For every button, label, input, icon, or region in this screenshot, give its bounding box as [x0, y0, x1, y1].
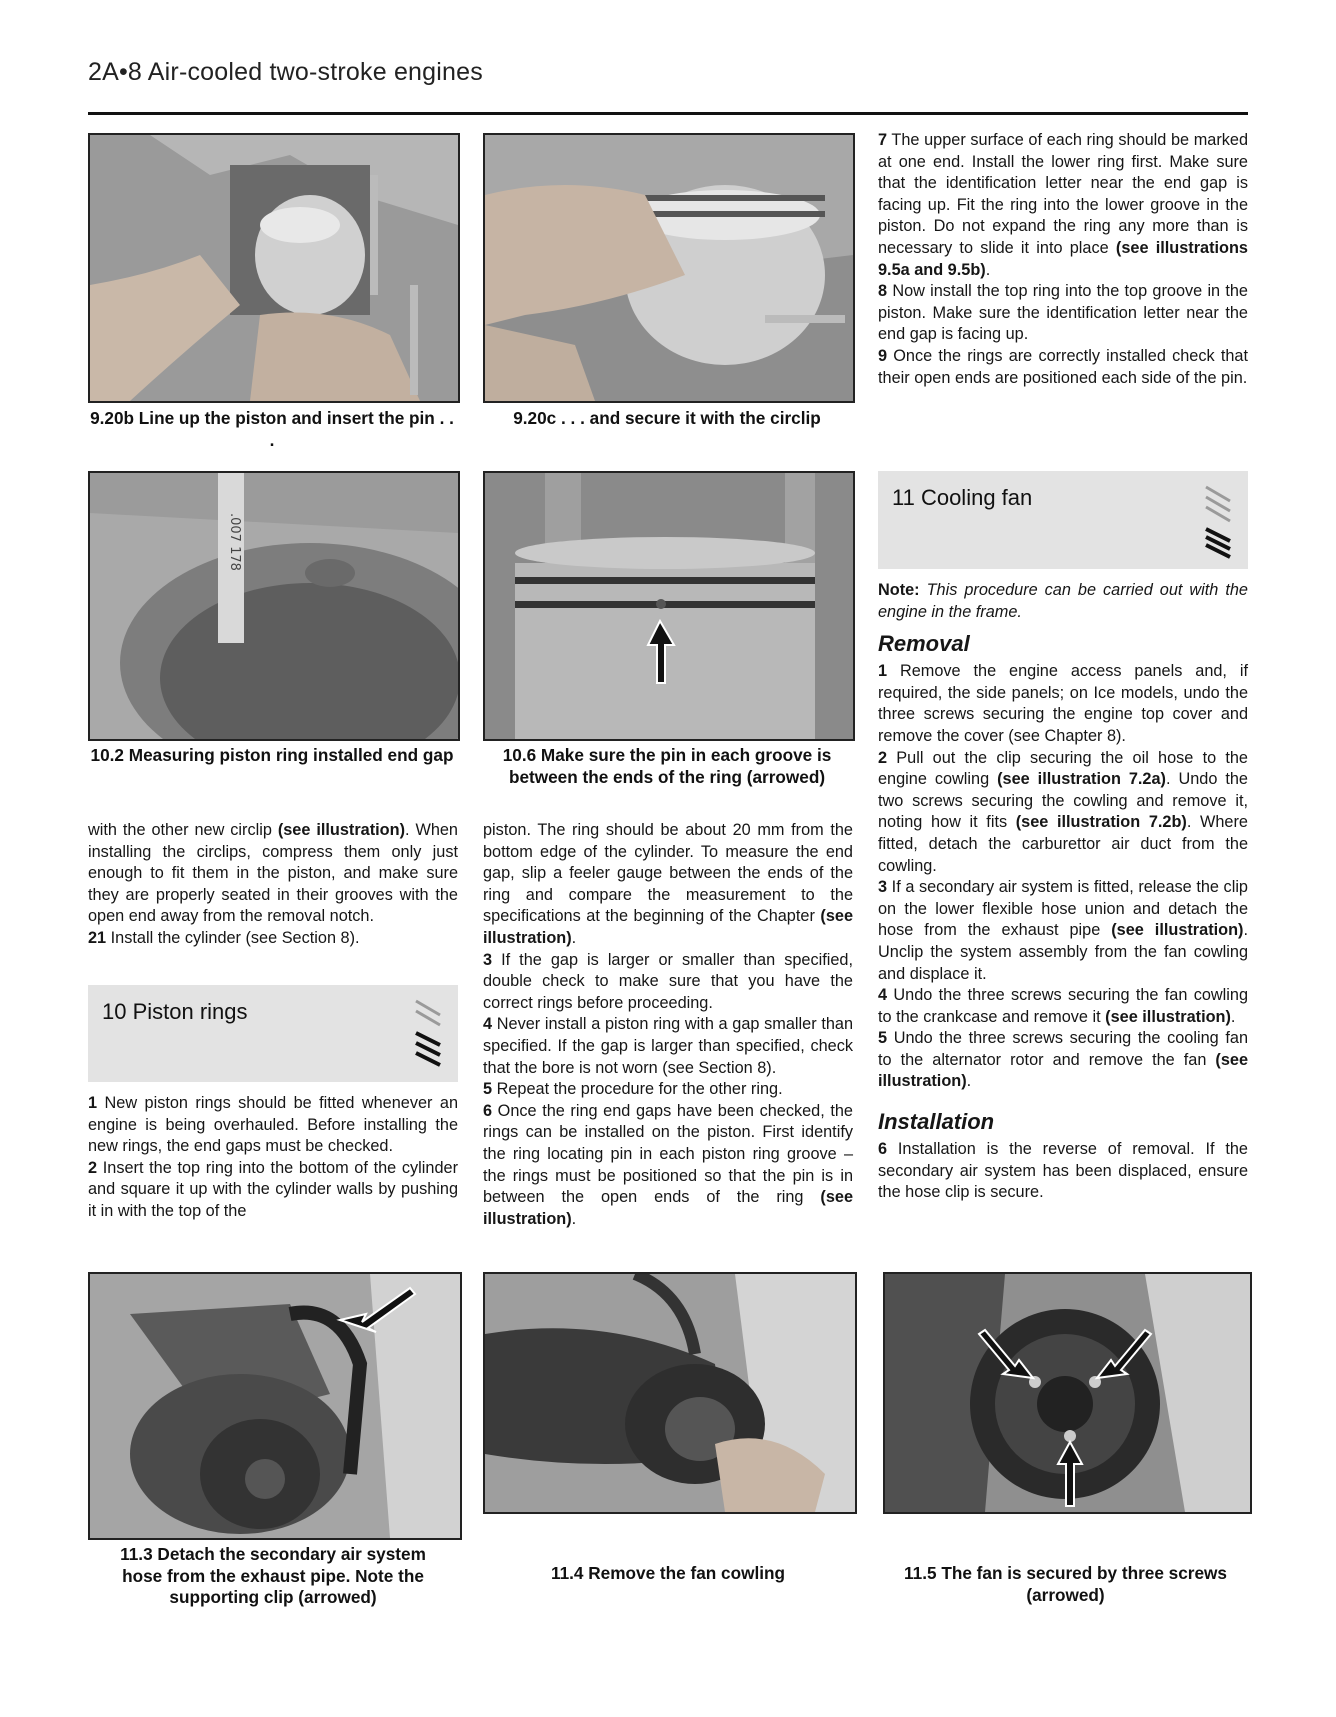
figure-11-4-caption: 11.4 Remove the fan cowling [550, 1563, 785, 1583]
cross-reference: (see illustrations 9.5a and 9.5b) [878, 238, 1248, 279]
section-title: 11 Cooling fan [892, 485, 1033, 510]
paragraph: 2 Pull out the clip securing the oil hose to the engine cowling (see illustration 7.2a). Undo the two screws securing the cowling and remove it, noting how it fits (see illustration 7.2b). Where fitted, detach the carburettor air duct from the cowling. [878, 748, 1248, 875]
figure-9-20c-photo [483, 133, 855, 403]
paragraph: 3 If the gap is larger or smaller than specified, double check to make sure that you have the correct rings before proceeding. [483, 950, 853, 1012]
header-rule [88, 112, 1248, 115]
note: Note: This procedure can be carried out with the engine in the frame. [878, 581, 1248, 621]
feeler-gauge-label: .007 178 [227, 513, 242, 571]
figure-10-6-photo [483, 471, 855, 741]
paragraph: with the other new circlip (see illustration). When installing the circlips, compress them only just enough to fit them in the piston, and make sure they are properly seated in their grooves with the open end away from the removal notch. [88, 821, 458, 926]
section-11-header [878, 471, 1248, 569]
cross-reference: (see illustration) [483, 1188, 853, 1228]
figure-10-6-caption: 10.6 Make sure the pin in each groove is between the ends of the ring (arrowed) [502, 745, 832, 787]
paragraph: 6 Once the ring end gaps have been checked, the rings can be installed on the piston. First identify the ring locating pin in each piston ring groove – the rings must be positioned so that the pin is in between the open ends of the ring (see illustration). [483, 1101, 853, 1228]
column-1-section-10-text [88, 1093, 458, 1223]
paragraph: 1 New piston rings should be fitted whenever an engine is being overhauled. Before installing the new rings, the end gaps must be checked. [88, 1094, 458, 1156]
figure-11-3-photo [88, 1272, 462, 1540]
figure-11-4-photo [483, 1272, 857, 1514]
paragraph: 2 Insert the top ring into the bottom of the cylinder and square it up with the cylinder walls by pushing it in with the top of the [88, 1158, 458, 1220]
spanner-rating-icon [1198, 479, 1238, 559]
section-title: 10 Piston rings [102, 999, 248, 1024]
cross-reference: (see illustration) [483, 907, 853, 947]
paragraph: 9 Once the rings are correctly installed check that their open ends are positioned each side of the pin. [878, 346, 1248, 387]
column-3-section-11-text [878, 580, 1248, 1204]
cross-reference: (see illustration) [277, 821, 405, 839]
section-10-header [88, 985, 458, 1082]
figure-11-5-caption: 11.5 The fan is secured by three screws (arrowed) [904, 1563, 1227, 1605]
paragraph: 5 Repeat the procedure for the other ring. [483, 1080, 783, 1099]
paragraph: 8 Now install the top ring into the top groove in the piston. Make sure the identification letter near the end gap is facing up. [878, 282, 1248, 344]
figure-11-3-caption: 11.3 Detach the secondary air system hose from the exhaust pipe. Note the supporting clip (arrowed) [120, 1544, 426, 1607]
figure-9-20b-photo [88, 133, 460, 403]
spanner-rating-icon [408, 993, 448, 1073]
paragraph: 1 Remove the engine access panels and, if required, the side panels; on Ice models, undo the three screws securing the engine top cover and remove the cover (see Chapter 8). [878, 662, 1248, 745]
paragraph: 5 Undo the three screws securing the cooling fan to the alternator rotor and remove the fan (see illustration). [878, 1029, 1248, 1091]
figure-9-20b-caption: 9.20b Line up the piston and insert the pin . . . [90, 408, 454, 450]
paragraph: 4 Undo the three screws securing the fan cowling to the crankcase and remove it (see illustration). [878, 986, 1249, 1026]
paragraph: 7 The upper surface of each ring should be marked at one end. Install the lower ring first. Make sure that the identification letter near the end gap is facing up. Fit the ring into the lower groove in the piston. Do not expand the ring any more than is necessary to slide it into place (see illustrations 9.5a and 9.5b). [878, 131, 1248, 279]
paragraph: 3 If a secondary air system is fitted, release the clip on the lower flexible hose union and detach the hose from the exhaust pipe (see illustration). Unclip the system assembly from the fan cowling and displace it. [878, 878, 1248, 983]
column-1-text [88, 820, 458, 950]
paragraph: 21 Install the cylinder (see Section 8). [88, 928, 360, 947]
removal-heading: Removal [878, 631, 970, 657]
figure-10-2-caption: 10.2 Measuring piston ring installed end gap [90, 745, 454, 765]
paragraph: piston. The ring should be about 20 mm from the bottom edge of the cylinder. To measure the end gap, slip a feeler gauge between the ends of the ring and compare the measurement to the specifications at the beginning of the Chapter (see illustration). [483, 821, 853, 947]
column-3-top-text [878, 130, 1248, 389]
figure-10-2-photo [88, 471, 460, 741]
figure-11-5-photo [883, 1272, 1252, 1514]
page-header: 2A•8 Air-cooled two-stroke engines [88, 58, 483, 86]
figure-9-20c-caption: 9.20c . . . and secure it with the circlip [513, 408, 821, 428]
paragraph: 4 Never install a piston ring with a gap smaller than specified. If the gap is larger than specified, check that the bore is not worn (see Section 8). [483, 1015, 854, 1077]
column-2-text [483, 820, 853, 1230]
installation-heading: Installation [878, 1109, 995, 1135]
paragraph: 6 Installation is the reverse of removal. If the secondary air system has been displaced, ensure the hose clip is secure. [878, 1140, 1248, 1202]
